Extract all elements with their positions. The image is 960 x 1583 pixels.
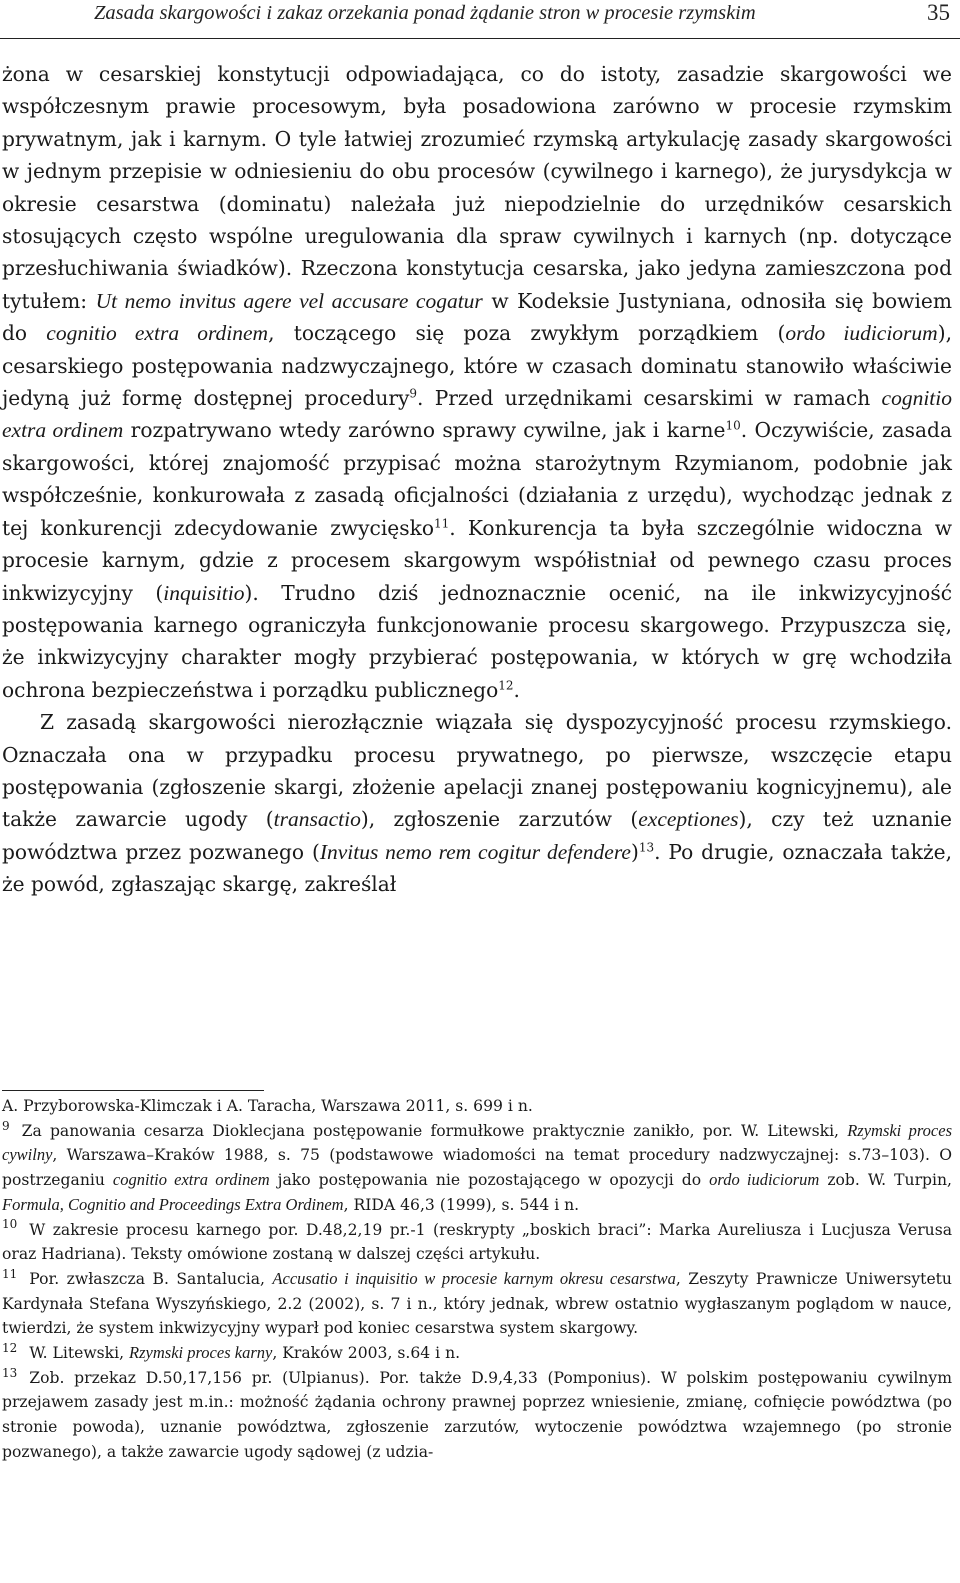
- paragraph-1: [2, 58, 952, 706]
- italic-book-title: Rzymski proces cywilny: [2, 1120, 952, 1165]
- footnote-continuation: A. Przyborowska-Klimczak i A. Taracha, Warszawa 2011, s. 699 i n.: [2, 1097, 533, 1115]
- text-run: , Zeszyty Prawnicze Uniwersytetu Kardynała Stefana Wyszyńskiego, 2.2 (2002), s. 7 i n., który jednak, wbrew ostatnio wygłaszanym poglądom w nauce, twierdzi, że system inkwizycyjny wyparł pod koniec cesarstwa system skargowy.: [2, 1269, 952, 1338]
- text-run: , toczącego się poza zwykłym porządkiem (: [268, 321, 786, 346]
- text-run: , RIDA 46,3 (1999), s. 544 i n.: [343, 1195, 580, 1214]
- text-run: Por. zwłaszcza B. Santalucia,: [29, 1269, 273, 1288]
- text-run: ), zgłoszenie zarzutów (: [360, 807, 639, 832]
- footnote-ref-12[interactable]: 12: [498, 677, 514, 692]
- text-run: ), cesarskiego postępowania nadzwyczajnego, które w czasach dominatu stanowiło właściwie jedyną już formę dostępnej procedury: [2, 321, 952, 411]
- italic-term: cognitio extra ordinem: [112, 1170, 270, 1190]
- text-run: w Kodeksie Justyniana, odnosiła się bowiem do: [2, 288, 952, 346]
- italic-term: cognitio extra ordinem: [2, 386, 952, 443]
- text-run: rozpatrywano wtedy zarówno sprawy cywilne, jak i karne: [123, 418, 726, 443]
- italic-term: inquisitio: [163, 580, 245, 605]
- footnote-13: [2, 1366, 952, 1465]
- main-text: [2, 58, 952, 901]
- footnote-9: [2, 1119, 952, 1218]
- running-title: Zasada skargowości i zakaz orzekania ponad żądanie stron w procesie rzymskim: [94, 2, 756, 24]
- footnote-number: 11: [2, 1266, 18, 1281]
- footnote-12: [2, 1341, 952, 1366]
- page-number: 35: [927, 0, 950, 25]
- text-run: ). Trudno dziś jednoznacznie ocenić, na ile inkwizycyjność postępowania karnego ograniczyła funkcjonowanie procesu skargowego. Przypuszcza się, że inkwizycyjny charakter mogły przybierać postępowania, w których w grę wchodziła ochrona bezpieczeństwa i porządku publicznego: [2, 580, 952, 702]
- running-header: [0, 0, 960, 39]
- text-run: , Warszawa–Kraków 1988, s. 75 (podstawowe wiadomości na temat procedury nadzwyczajnej: s.73–103). O postrzeganiu: [2, 1146, 952, 1190]
- footnotes: [2, 1094, 952, 1465]
- footnote-number: 10: [2, 1217, 18, 1232]
- text-run: . Po drugie, oznaczała także, że powód, zgłaszając skargę, zakreślał: [2, 839, 953, 897]
- text-run: ): [630, 839, 639, 864]
- text-run: ), czy też uznanie powództwa przez pozwanego (: [2, 807, 953, 864]
- footnote-number: 12: [2, 1340, 18, 1355]
- text-run: . Przed urzędnikami cesarskimi w ramach: [417, 386, 882, 411]
- footnote-10: [2, 1218, 952, 1267]
- footnote-ref-9[interactable]: 9: [409, 386, 418, 401]
- text-run: jako postępowania nie pozostającego w opozycji do: [269, 1171, 710, 1190]
- footnote-number: 13: [2, 1365, 18, 1380]
- text-run: W. Litewski,: [29, 1344, 130, 1363]
- italic-term: cognitio extra ordinem: [46, 321, 269, 346]
- text-run: . Konkurencja ta była szczególnie widoczna w procesie karnym, gdzie z procesem skargowym współistniał od pewnego czasu proces inkwizycyjny (: [2, 515, 953, 605]
- italic-article-title: Formula, Cognitio and Proceedings Extra Ordinem: [2, 1194, 344, 1214]
- text-run: zob. W. Turpin,: [819, 1171, 952, 1190]
- text-run: , Kraków 2003, s.64 i n.: [272, 1344, 461, 1363]
- italic-article-title: Accusatio i inquisitio w procesie karnym okresu cesarstwa: [272, 1268, 676, 1288]
- text-run: Z zasadą skargowości nierozłącznie wiązała się dyspozycyjność procesu rzymskiego. Oznaczała ona w przypadku procesu prywatnego, po pierwsze, wszczęcie etapu postępowania (zgłoszenie skargi, złożenie apelacji znanej postępowaniu kognicyjnemu), ale także zawarcie ugody (: [2, 710, 952, 832]
- text-run: . Oczywiście, zasada skargowości, której znajomość przypisać można starożytnym Rzymianom, podobnie jak współcześnie, konkurowała z zasadą oficjalności (działania z urzędu), wychodząc jednak z tej konkurencji zdecydowanie zwycięsko: [2, 418, 952, 540]
- text-run: W zakresie procesu karnego por. D.48,2,19 pr.-1 (reskrypty „boskich braci”: Marka Aureliusza i Lucjusza Verusa oraz Hadriana). Teksty omówione zostaną w dalszej części artykułu.: [2, 1220, 952, 1264]
- text-run: .: [513, 677, 520, 702]
- footnote-ref-11[interactable]: 11: [433, 515, 450, 530]
- footnote-ref-10[interactable]: 10: [725, 418, 741, 433]
- italic-term: ordo iudiciorum: [785, 321, 938, 346]
- paragraph-2: [2, 706, 952, 900]
- footnote-number: 9: [2, 1118, 10, 1133]
- italic-term: transactio: [273, 807, 361, 832]
- italic-latin-title: Ut nemo invitus agere vel accusare cogatur: [95, 288, 483, 313]
- italic-term: exceptiones: [638, 807, 739, 832]
- italic-term: ordo iudiciorum: [709, 1170, 820, 1190]
- text-run: żona w cesarskiej konstytucji odpowiadająca, co do istoty, zasadzie skargowości we współczesnym prawie procesowym, była posadowiona zarówno w procesie rzymskim prywatnym, jak i karnym. O tyle łatwiej zrozumieć rzymską artykulację zasady skargowości w jednym przepisie w odniesieniu do obu procesów (cywilnego i karnego), że jurysdykcja w okresie cesarstwa (dominatu) należała już niepodzielnie do urzędników cesarskich stosujących często wspólne uregulowania dla spraw cywilnych i karnych (np. dotyczące przesłuchiwania świadków). Rzeczona konstytucja cesarska, jako jedyna zamieszczona pod tytułem:: [2, 62, 952, 313]
- footnote-separator: [2, 1090, 264, 1091]
- italic-book-title: Rzymski proces karny: [129, 1343, 273, 1363]
- footnote-11: [2, 1267, 952, 1341]
- italic-latin-maxim: Invitus nemo rem cogitur defendere: [319, 839, 631, 864]
- text-run: Zob. przekaz D.50,17,156 pr. (Ulpianus). Por. także D.9,4,33 (Pomponius). W polskim postępowaniu cywilnym przejawem zasady jest m.in.: możność żądania ochrony prawnej poprzez wniesienie, zmianę, cofnięcie powództwa (po stronie powoda), uznanie powództwa, zgłoszenie zarzutów, wytoczenie powództwa wzajemnego (po stronie pozwanego), a także zawarcie ugody sądowej (z udzia-: [2, 1368, 952, 1461]
- footnote-ref-13[interactable]: 13: [638, 840, 655, 855]
- text-run: Za panowania cesarza Dioklecjana postępowanie formułkowe praktycznie zanikło, por. W. Litewski,: [21, 1121, 848, 1140]
